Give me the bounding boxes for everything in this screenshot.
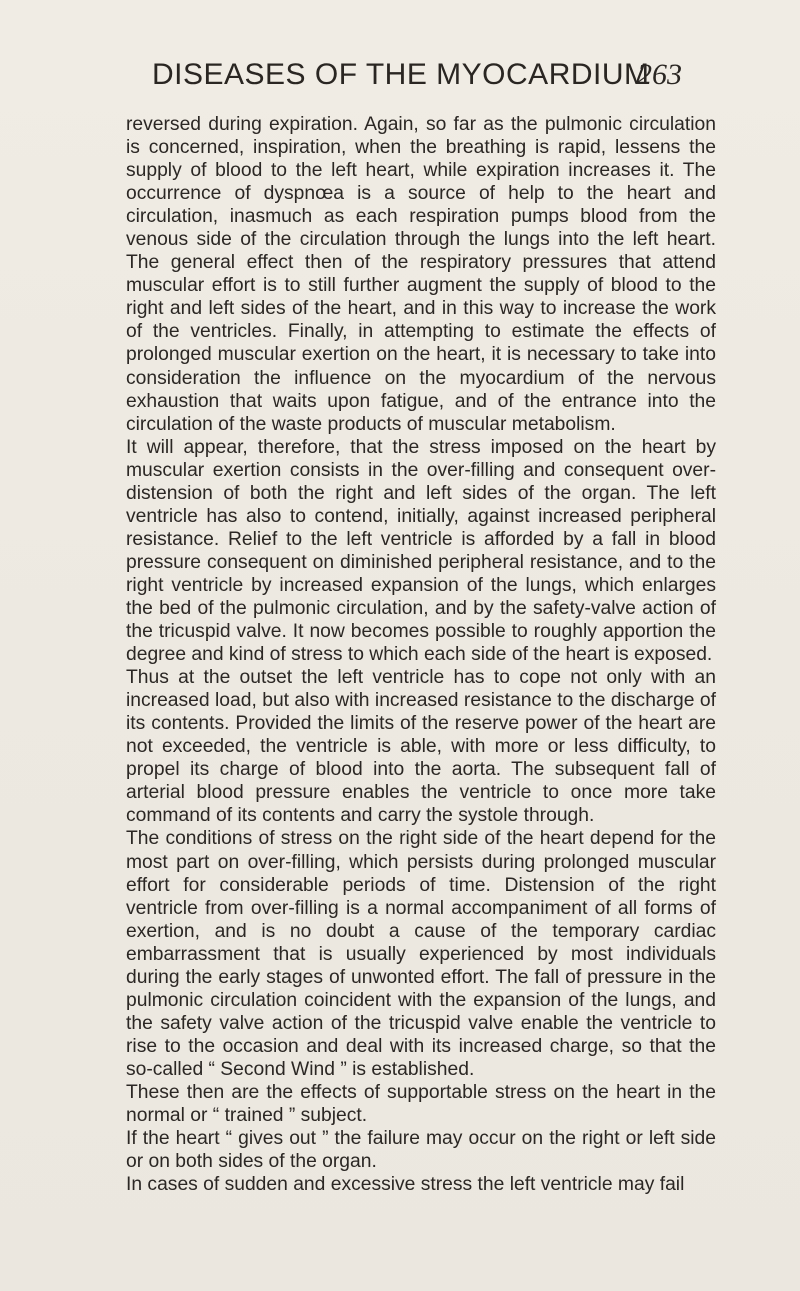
paragraph-6: If the heart “ gives out ” the failure may occur on the right or left side or on both sides of the organ.: [126, 1128, 716, 1173]
paragraph-5: These then are the effects of supportable stress on the heart in the normal or “ trained ” subject.: [126, 1081, 716, 1127]
paragraph-3: Thus at the outset the left ventricle has to cope not only with an increased load, but also with increased resistance to the discharge of its contents. Provided the limits of the reserve power of the heart are not exceeded, the ventricle is able, with more or less difficulty, to propel its charge of blood into the aorta. The subsequent fall of arterial blood pressure enables the ventricle to once more take command of its contents and carry the systole through.: [126, 667, 716, 827]
running-title: DISEASES OF THE MYOCARDIUM: [152, 58, 650, 91]
paragraph-7: In cases of sudden and excessive stress the left ventricle may fail: [126, 1174, 685, 1196]
paragraph-1: reversed during expiration. Again, so far as the pulmonic circulation is concerned, inspiration, when the breathing is rapid, lessens the supply of blood to the left heart, while expiration increases it. The occurrence of dyspnœa is a source of help to the heart and circulation, inasmuch as each respiration pumps blood from the venous side of the circulation through the lungs into the left heart. The general effect then of the respiratory pressures that attend muscular effort is to still further augment the supply of blood to the right and left sides of the heart, and in this way to increase the work of the ventricles. Finally, in attempting to estimate the effects of prolonged muscular exertion on the heart, it is necessary to take into consideration the influence on the myocardium of the nervous exhaustion that waits upon fatigue, and of the entrance into the circulation of the waste products of muscular metabolism.: [126, 114, 716, 435]
page-header: [152, 58, 682, 98]
paragraph-2: It will appear, therefore, that the stress imposed on the heart by muscular exertion consists in the over-filling and consequent over-distension of both the right and left sides of the organ. The left ventricle has also to contend, initially, against increased peripheral resistance. Relief to the left ventricle is afforded by a fall in blood pressure consequent on diminished peripheral resistance, and to the right ventricle by increased expansion of the lungs, which enlarges the bed of the pulmonic circulation, and by the safety-valve action of the tricuspid valve. It now becomes possible to roughly apportion the degree and kind of stress to which each side of the heart is exposed.: [126, 436, 716, 666]
body-text: [126, 113, 716, 1196]
page-number: 263: [637, 58, 682, 91]
paragraph-4: The conditions of stress on the right side of the heart depend for the most part on over-filling, which persists during prolonged muscular effort for considerable periods of time. Distension of the right ventricle from over-filling is a normal accompaniment of all forms of exertion, and is no doubt a cause of the temporary cardiac embarrassment that is usually experienced by most individuals during the early stages of unwonted effort. The fall of pressure in the pulmonic circulation coincident with the expansion of the lungs, and the safety valve action of the tricuspid valve enable the ventricle to rise to the occasion and deal with its increased charge, so that the so-called “ Second Wind ” is established.: [126, 828, 716, 1080]
